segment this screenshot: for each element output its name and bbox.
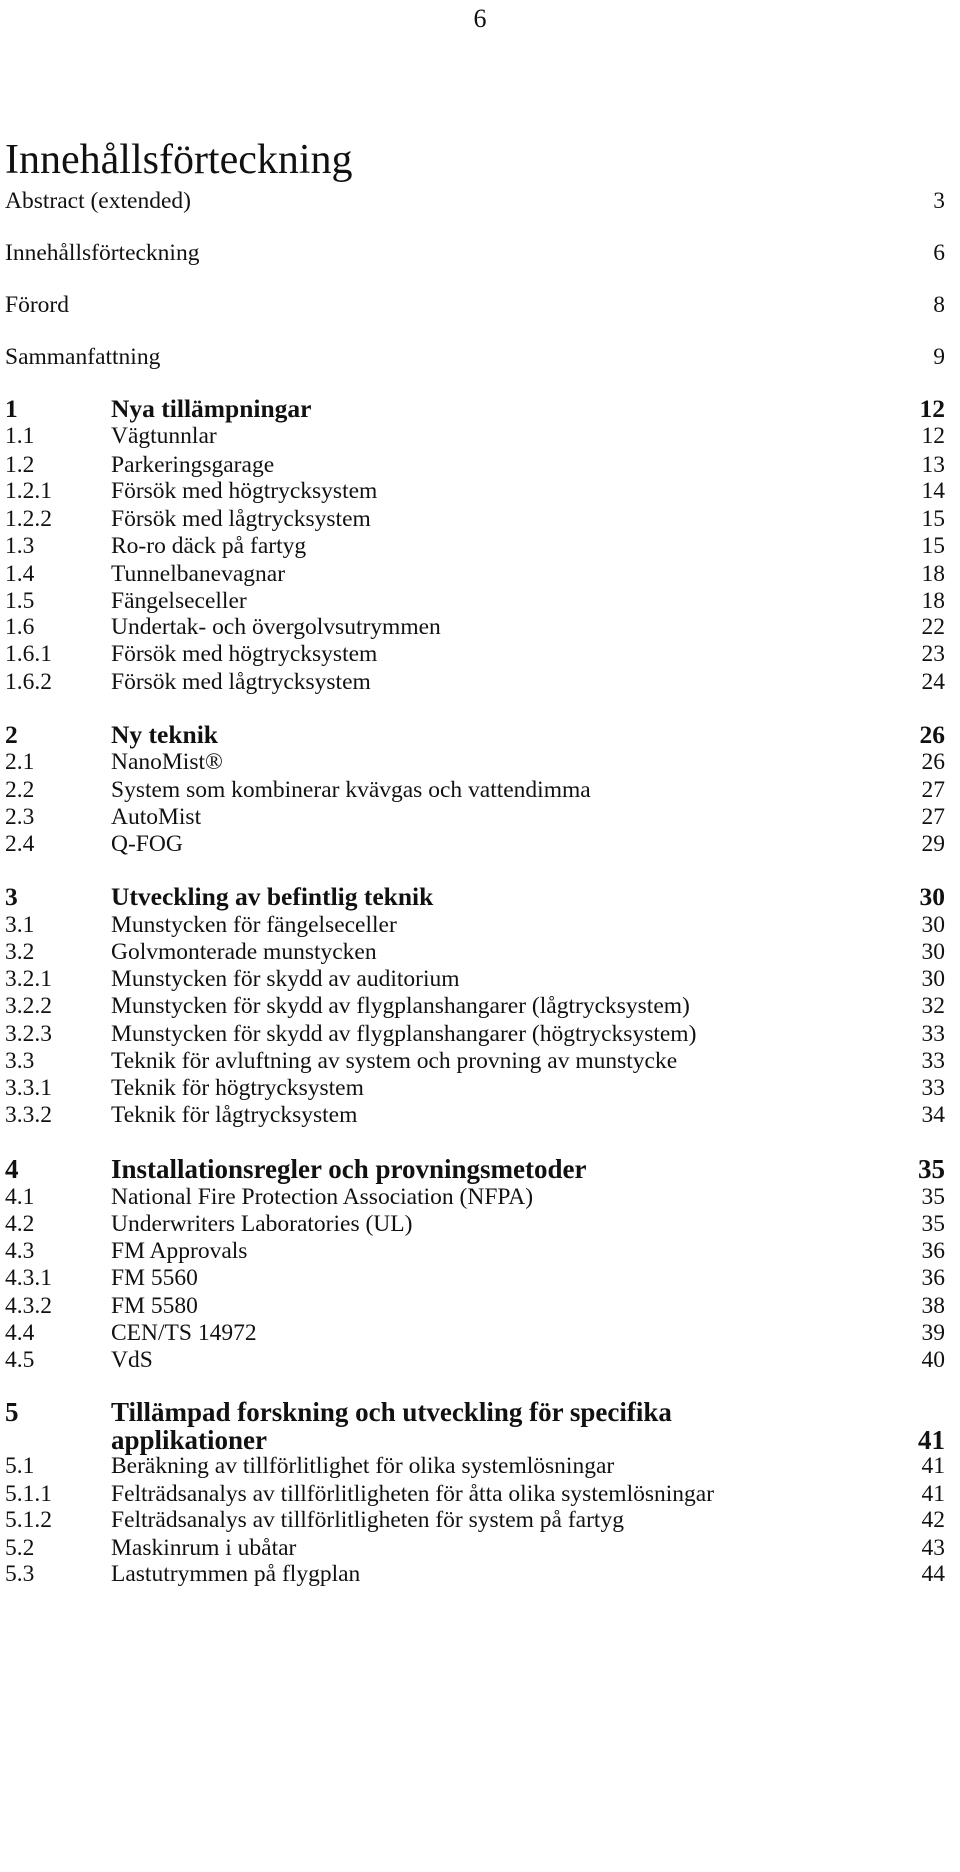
toc-entry-number: 1.2 (5, 452, 35, 478)
toc-entry-number: 5.1.1 (5, 1481, 52, 1507)
toc-entry[interactable] (5, 748, 945, 776)
toc-entry[interactable] (5, 721, 945, 749)
toc-entry-number: 3.2 (5, 939, 35, 965)
toc-entry-label: Försök med lågtrycksystem (111, 506, 371, 532)
toc-entry-page: 33 (921, 1048, 945, 1074)
toc-entry-page: 33 (921, 1021, 945, 1047)
toc-entry-number: 2 (5, 720, 18, 749)
toc-entry[interactable] (5, 1210, 945, 1238)
toc-entry-page: 6 (933, 240, 945, 266)
toc-entry[interactable] (5, 640, 945, 668)
toc-entry-page: 15 (921, 533, 945, 559)
toc-entry-number: 4 (5, 1154, 19, 1184)
toc-entry-label: Tunnelbanevagnar (111, 561, 286, 587)
toc-entry-number: 5.3 (5, 1561, 35, 1587)
toc-entry-label: Installationsregler och provningsmetoder (111, 1154, 587, 1184)
toc-entry-number: 2.1 (5, 749, 35, 775)
toc-entry-number: 3 (5, 882, 18, 911)
toc-entry-page: 38 (921, 1293, 945, 1319)
toc-entry-number: 4.2 (5, 1211, 35, 1237)
toc-entry[interactable] (5, 1074, 945, 1102)
toc-entry[interactable] (5, 587, 945, 615)
toc-entry-page: 34 (921, 1102, 945, 1128)
toc-entry[interactable] (5, 1426, 945, 1454)
toc-entry-page: 32 (921, 993, 945, 1019)
toc-entry-label: Förord (5, 292, 69, 318)
toc-entry-label: Teknik för avluftning av system och provning av munstycke (111, 1048, 678, 1074)
toc-entry-number: 1.6.1 (5, 641, 52, 667)
toc-entry[interactable] (5, 1319, 945, 1347)
toc-entry-number: 3.2.3 (5, 1021, 52, 1047)
toc-entry-number: 3.3 (5, 1048, 35, 1074)
toc-entry[interactable] (5, 1047, 945, 1075)
toc-entry-number: 1.4 (5, 561, 35, 587)
toc-entry[interactable] (5, 477, 945, 505)
toc-entry-label: Parkeringsgarage (111, 452, 275, 478)
toc-entry-label: Munstycken för skydd av auditorium (111, 966, 460, 992)
toc-entry-number: 5.2 (5, 1535, 35, 1561)
toc-entry-page: 9 (933, 344, 945, 370)
toc-entry-label: Maskinrum i ubåtar (111, 1535, 297, 1561)
toc-entry-label: Försök med högtrycksystem (111, 478, 378, 504)
toc-entry-label: Munstycken för skydd av flygplanshangarer (högtrycksystem) (111, 1021, 697, 1047)
toc-entry-number: 4.4 (5, 1320, 35, 1346)
toc-entry[interactable] (5, 505, 945, 533)
toc-entry[interactable] (5, 965, 945, 993)
toc-entry-page: 41 (921, 1481, 945, 1507)
toc-entry-number: 1 (5, 394, 18, 423)
toc-entry-label: Underwriters Laboratories (UL) (111, 1211, 413, 1237)
toc-entry-label: Nya tillämpningar (111, 394, 312, 423)
toc-entry-page: 35 (918, 1154, 945, 1184)
toc-entry-number: 2.3 (5, 804, 35, 830)
toc-entry[interactable] (5, 1480, 945, 1508)
toc-entry-page: 30 (921, 966, 945, 992)
toc-entry-number: 5 (5, 1397, 19, 1427)
toc-entry[interactable] (5, 560, 945, 588)
toc-entry-number: 1.6.2 (5, 669, 52, 695)
toc-entry-number: 3.3.2 (5, 1102, 52, 1128)
toc-entry[interactable] (5, 343, 945, 371)
toc-entry-label: NanoMist® (111, 749, 223, 775)
toc-entry[interactable] (5, 1534, 945, 1562)
toc-entry-number: 1.2.1 (5, 478, 52, 504)
toc-entry[interactable] (5, 1506, 945, 1534)
toc-entry-label: Munstycken för fängelseceller (111, 912, 397, 938)
toc-entry[interactable] (5, 422, 945, 450)
toc-entry-page: 26 (919, 720, 945, 749)
toc-entry-page: 18 (921, 561, 945, 587)
toc-entry-page: 35 (921, 1184, 945, 1210)
toc-entry-page: 14 (921, 478, 945, 504)
toc-entry-number: 2.2 (5, 777, 35, 803)
toc-entry-page: 26 (921, 749, 945, 775)
toc-entry-label: Tillämpad forskning och utveckling för specifika (111, 1397, 672, 1427)
toc-entry[interactable] (5, 1560, 945, 1588)
toc-entry-page: 12 (919, 394, 945, 423)
toc-entry[interactable] (5, 1346, 945, 1374)
toc-entry[interactable] (5, 1452, 945, 1480)
page-number: 6 (473, 4, 487, 33)
toc-entry-page: 42 (921, 1507, 945, 1533)
toc-entry-number: 5.1 (5, 1453, 35, 1479)
toc-entry[interactable] (5, 911, 945, 939)
toc-entry-label: Abstract (extended) (5, 188, 191, 214)
toc-entry-number: 4.1 (5, 1184, 35, 1210)
toc-entry[interactable] (5, 1264, 945, 1292)
toc-entry-label: Vägtunnlar (111, 423, 217, 449)
toc-entry-label: Beräkning av tillförlitlighet för olika systemlösningar (111, 1453, 615, 1479)
toc-entry-label: System som kombinerar kvävgas och vattendimma (111, 777, 591, 803)
toc-entry[interactable] (5, 1292, 945, 1320)
toc-entry-number: 1.1 (5, 423, 35, 449)
toc-entry-label: Teknik för lågtrycksystem (111, 1102, 358, 1128)
toc-entry-label: CEN/TS 14972 (111, 1320, 257, 1346)
toc-entry-page: 30 (919, 882, 945, 911)
toc-entry-page: 36 (921, 1265, 945, 1291)
toc-entry-page: 24 (921, 669, 945, 695)
toc-entry[interactable] (5, 532, 945, 560)
toc-entry-number: 4.3.1 (5, 1265, 52, 1291)
toc-entry-label: Ny teknik (111, 720, 218, 749)
toc-entry-number: 3.2.1 (5, 966, 52, 992)
toc-entry-page: 12 (921, 423, 945, 449)
toc-entry-number: 5.1.2 (5, 1507, 52, 1533)
toc-entry-page: 30 (921, 912, 945, 938)
toc-entry-number: 1.2.2 (5, 506, 52, 532)
toc-entry[interactable] (5, 291, 945, 319)
toc-entry-label: Felträdsanalys av tillförlitligheten för system på fartyg (111, 1507, 624, 1533)
toc-entry-number: 1.5 (5, 588, 35, 614)
toc-entry-label: FM Approvals (111, 1238, 248, 1264)
toc-entry-page: 22 (921, 614, 945, 640)
toc-entry-page: 44 (921, 1561, 945, 1587)
toc-entry-page: 15 (921, 506, 945, 532)
toc-entry-label: Fängelseceller (111, 588, 247, 614)
toc-entry-page: 41 (918, 1425, 945, 1455)
toc-entry[interactable] (5, 992, 945, 1020)
toc-entry[interactable] (5, 187, 945, 215)
toc-entry-number: 3.3.1 (5, 1075, 52, 1101)
toc-entry-label: Teknik för högtrycksystem (111, 1075, 364, 1101)
toc-entry-page: 36 (921, 1238, 945, 1264)
toc-entry-page: 3 (933, 188, 945, 214)
toc-entry-number: 4.5 (5, 1347, 35, 1373)
toc-entry[interactable] (5, 1237, 945, 1265)
toc-entry-page: 41 (921, 1453, 945, 1479)
toc-entry-label: VdS (111, 1347, 153, 1373)
toc-entry-number: 3.2.2 (5, 993, 52, 1019)
toc-entry-label: Innehållsförteckning (5, 240, 200, 266)
toc-entry-page: 40 (921, 1347, 945, 1373)
toc-entry[interactable] (5, 239, 945, 267)
toc-entry-label: applikationer (111, 1425, 268, 1455)
toc-entry-page: 27 (921, 804, 945, 830)
toc-entry-label: FM 5580 (111, 1293, 198, 1319)
toc-entry-page: 13 (921, 452, 945, 478)
toc-entry-label: Felträdsanalys av tillförlitligheten för åtta olika systemlösningar (111, 1481, 715, 1507)
toc-entry-label: Munstycken för skydd av flygplanshangarer (lågtrycksystem) (111, 993, 690, 1019)
toc-entry-page: 23 (921, 641, 945, 667)
toc-entry-label: Undertak- och övergolvsutrymmen (111, 614, 441, 640)
toc-entry-label: Sammanfattning (5, 344, 161, 370)
toc-entry[interactable] (5, 883, 945, 911)
toc-entry-page: 43 (921, 1535, 945, 1561)
toc-entry[interactable] (5, 1155, 945, 1183)
toc-entry-label: Lastutrymmen på flygplan (111, 1561, 361, 1587)
toc-entry-page: 27 (921, 777, 945, 803)
toc-entry-number: 1.6 (5, 614, 35, 640)
toc-entry[interactable] (5, 776, 945, 804)
toc-entry[interactable] (5, 1398, 945, 1426)
toc-entry-page: 29 (921, 831, 945, 857)
toc-entry-label: Ro-ro däck på fartyg (111, 533, 307, 559)
toc-entry[interactable] (5, 613, 945, 641)
toc-entry[interactable] (5, 1101, 945, 1129)
toc-entry-page: 39 (921, 1320, 945, 1346)
toc-entry-page: 18 (921, 588, 945, 614)
toc-entry-label: FM 5560 (111, 1265, 198, 1291)
toc-entry-label: Utveckling av befintlig teknik (111, 882, 434, 911)
toc-entry-number: 3.1 (5, 912, 35, 938)
toc-entry[interactable] (5, 451, 945, 479)
toc-title: Innehållsförteckning (5, 137, 353, 183)
toc-entry[interactable] (5, 1183, 945, 1211)
toc-entry-label: Q-FOG (111, 831, 183, 857)
toc-entry-label: Försök med högtrycksystem (111, 641, 378, 667)
toc-entry[interactable] (5, 938, 945, 966)
toc-entry[interactable] (5, 395, 945, 423)
toc-entry-number: 1.3 (5, 533, 35, 559)
toc-entry-page: 8 (933, 292, 945, 318)
toc-entry-number: 4.3.2 (5, 1293, 52, 1319)
toc-entry-label: National Fire Protection Association (NFPA) (111, 1184, 534, 1210)
toc-entry-page: 35 (921, 1211, 945, 1237)
toc-entry-page: 33 (921, 1075, 945, 1101)
toc-entry[interactable] (5, 830, 945, 858)
toc-entry-label: Försök med lågtrycksystem (111, 669, 371, 695)
toc-entry[interactable] (5, 803, 945, 831)
toc-entry[interactable] (5, 1020, 945, 1048)
toc-entry-page: 30 (921, 939, 945, 965)
toc-entry-number: 4.3 (5, 1238, 35, 1264)
toc-entry-label: AutoMist (111, 804, 202, 830)
toc-entry[interactable] (5, 668, 945, 696)
toc-entry-number: 2.4 (5, 831, 35, 857)
toc-entry-label: Golvmonterade munstycken (111, 939, 377, 965)
